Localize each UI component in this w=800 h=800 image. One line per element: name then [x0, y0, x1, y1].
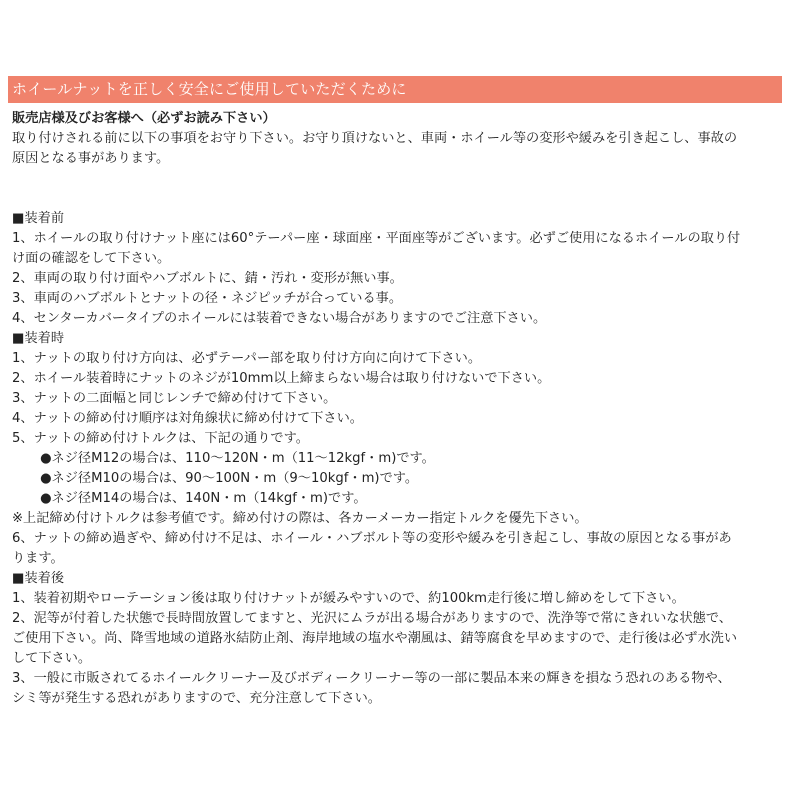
intro-line: 原因となる事があります。 [12, 151, 170, 166]
list-item: 2、車両の取り付け面やハブボルトに、錆・汚れ・変形が無い事。 [12, 271, 403, 286]
section-heading-during: ■装着時 [12, 331, 65, 346]
list-item: ります。 [12, 551, 64, 566]
notice-content [12, 109, 782, 709]
intro-line: 取り付けされる前に以下の事項をお守り下さい。お守り頂けないと、車両・ホイール等の変形や緩みを引き起こし、事故の [12, 131, 738, 146]
list-item: 1、ナットの取り付け方向は、必ずテーパー部を取り付け方向に向けて下さい。 [12, 351, 482, 366]
list-item: ご使用下さい。尚、降雪地域の道路氷結防止剤、海岸地域の塩水や潮風は、錆等腐食を早めますので、走行後は必ず水洗い [12, 631, 738, 646]
list-item: 3、一般に市販されてるホイールクリーナー及びボディークリーナー等の一部に製品本来の輝きを損なう恐れのある物や、 [12, 671, 731, 686]
torque-item: ●ネジ径M12の場合は、110～120N・m（11～12kgf・m)です。 [40, 451, 435, 466]
list-item: 5、ナットの締め付けトルクは、下記の通りです。 [12, 431, 309, 446]
page-title: ホイールナットを正しく安全にご使用していただくために [8, 76, 782, 103]
section-heading-before: ■装着前 [12, 211, 65, 226]
spacer [12, 169, 782, 209]
list-item: 4、センターカバータイプのホイールには装着できない場合がありますのでご注意下さい。 [12, 311, 547, 326]
list-item: 2、泥等が付着した状態で長時間放置してますと、光沢にムラが出る場合がありますので、洗浄等で常にきれいな状態で、 [12, 611, 732, 626]
list-item: 2、ホイール装着時にナットのネジが10mm以上締まらない場合は取り付けないで下さい。 [12, 371, 551, 386]
list-item: して下さい。 [12, 651, 92, 666]
list-item: け面の確認をして下さい。 [12, 251, 171, 266]
section-heading-after: ■装着後 [12, 571, 65, 586]
list-item: シミ等が発生する恐れがありますので、充分注意して下さい。 [12, 691, 381, 706]
torque-item: ●ネジ径M14の場合は、140N・m（14kgf・m)です。 [40, 491, 367, 506]
list-item: 4、ナットの締め付け順序は対角線状に締め付けて下さい。 [12, 411, 363, 426]
note-line: ※上記締め付けトルクは参考値です。締め付けの際は、各カーメーカー指定トルクを優先下さい。 [12, 511, 588, 526]
intro-heading: 販売店様及びお客様へ（必ずお読み下さい） [12, 111, 276, 126]
torque-item: ●ネジ径M10の場合は、90～100N・m（9～10kgf・m)です。 [40, 471, 419, 486]
list-item: 1、ホイールの取り付けナット座には60°テーパー座・球面座・平面座等がございます。必ずご使用になるホイールの取り付 [12, 231, 741, 246]
list-item: 6、ナットの締め過ぎや、締め付け不足は、ホイール・ハブボルト等の変形や緩みを引き起こし、事故の原因となる事があ [12, 531, 732, 546]
list-item: 1、装着初期やローテーション後は取り付けナットが緩みやすいので、約100km走行後に増し締めをして下さい。 [12, 591, 685, 606]
list-item: 3、車両のハブボルトとナットの径・ネジピッチが合っている事。 [12, 291, 403, 306]
list-item: 3、ナットの二面幅と同じレンチで締め付けて下さい。 [12, 391, 337, 406]
